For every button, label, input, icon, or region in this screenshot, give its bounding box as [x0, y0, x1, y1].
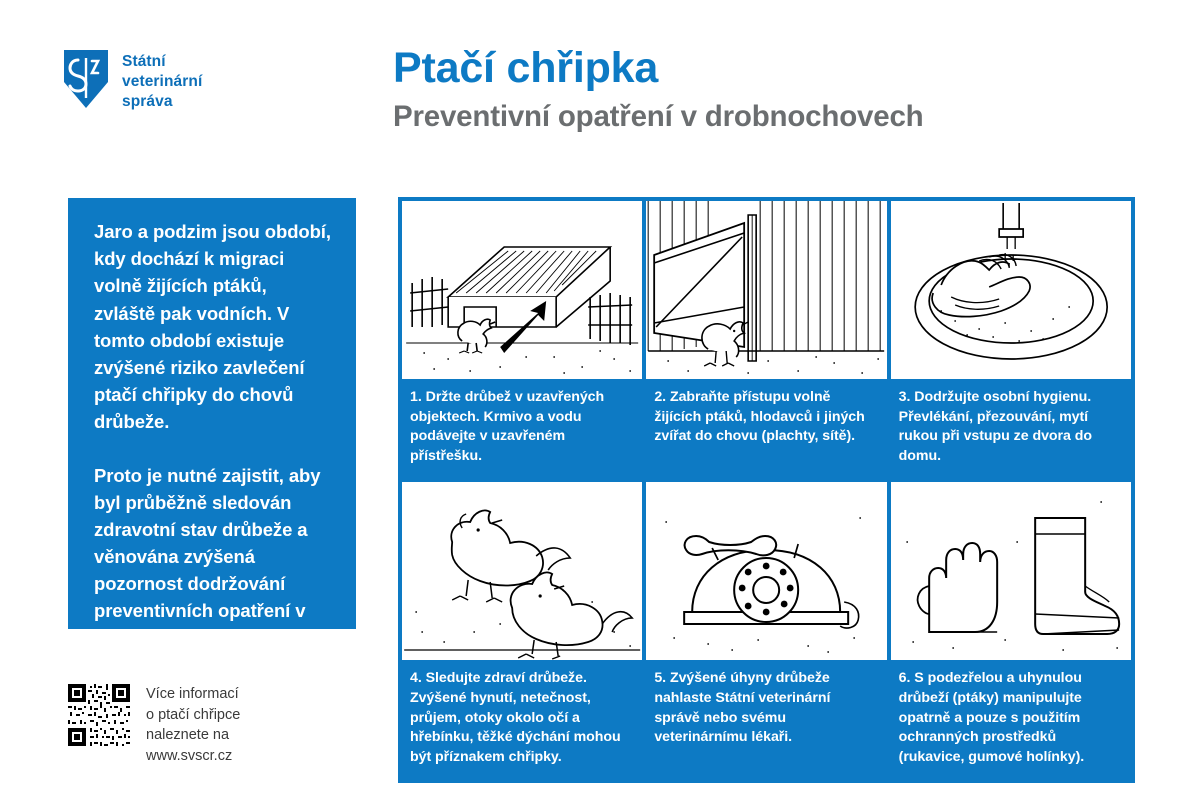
step-number-1: 1. [410, 389, 426, 405]
logo-line-3: správa [122, 92, 173, 110]
intro-panel [68, 198, 356, 649]
footer-website-url[interactable]: www.svscr.cz [146, 747, 233, 764]
organization-logo [62, 48, 202, 111]
step-caption-2 [646, 379, 886, 467]
svs-caduceus-logo-icon [62, 48, 110, 110]
step-number-6: 6. [898, 670, 915, 687]
step-card-1 [402, 201, 642, 478]
step-caption-3 [891, 379, 1131, 478]
step-caption-5 [646, 660, 886, 759]
logo-line-2: veterinární [122, 72, 203, 90]
step-text-1: Držte drůbež v uzavřených objektech. Krmivo a vodu podávejte v uzavřeném přístřešku. [410, 389, 605, 464]
prevention-steps-grid [398, 197, 1135, 783]
title-group [393, 46, 923, 134]
glove-and-rubber-boot-illustration [891, 482, 1131, 660]
footer-line-1: Více informací [146, 686, 239, 702]
step-caption-6 [891, 660, 1131, 779]
step-caption-4 [402, 660, 642, 779]
logo-line-1: Státní [122, 53, 166, 70]
step-number-3: 3. [898, 389, 915, 405]
step-card-5 [646, 482, 886, 779]
step-text-3: Dodržujte osobní hygienu. Převlékání, přezouvání, mytí rukou při vstupu ze dvora do domu. [898, 389, 1092, 464]
step-text-4: Sledujte zdraví drůbeže. Zvýšené hynutí, netečnost, průjem, otoky okolo očí a hřebínku, těžké dýchání mohou být příznakem chřipky. [410, 670, 621, 765]
step-card-6 [891, 482, 1131, 779]
page-subtitle: Preventivní opatření v drobnochovech [393, 100, 924, 134]
step-number-2: 2. [654, 389, 670, 405]
step-text-6: S podezřelou a uhynulou drůbeží (ptáky) manipulujte opatrně a pouze s použitím ochranných prostředků (rukavice, gumové holínky). [898, 670, 1085, 765]
step-number-4: 4. [410, 670, 426, 687]
footer-line-3: naleznete na [146, 727, 230, 744]
poster-header [0, 0, 1200, 168]
hands-washing-under-tap-illustration [891, 201, 1131, 379]
two-chickens-illustration [402, 482, 642, 660]
intro-paragraph-1: Jaro a podzim jsou období, kdy dochází k migraci volně žijících ptáků, zvláště pak vodních. V tomto období existuje zvýšené riziko zavlečení ptačí chřipky do chovů drůbeže. [94, 221, 331, 433]
step-card-4 [402, 482, 642, 779]
organization-name [122, 48, 202, 111]
step-caption-1 [402, 379, 642, 478]
step-card-2 [646, 201, 886, 478]
qr-code-icon [68, 684, 130, 746]
footer-text [146, 684, 240, 766]
intro-paragraph-2: Proto je nutné zajistit, aby byl průběžně sledován zdravotní stav drůbeže a věnována zvýšená pozornost dodržování preventivních opatření v chovech. [94, 464, 321, 649]
step-text-2: Zabraňte přístupu volně žijících ptáků, hlodavců i jiných zvířat do chovu (plachty, sítě). [654, 389, 865, 445]
rotary-telephone-illustration [646, 482, 886, 660]
footer-info [68, 684, 240, 766]
step-number-5: 5. [654, 670, 670, 687]
step-card-3 [891, 201, 1131, 478]
page-title: Ptačí chřipka [393, 44, 659, 92]
fenced-door-with-chicken-illustration [646, 201, 886, 379]
step-text-5: Zvýšené úhyny drůbeže nahlaste Státní veterinární správě nebo svému veterinárnímu lékaři. [654, 670, 831, 746]
barn-with-chicken-and-arrow-illustration [402, 201, 642, 379]
footer-line-2: o ptačí chřipce [146, 706, 241, 723]
